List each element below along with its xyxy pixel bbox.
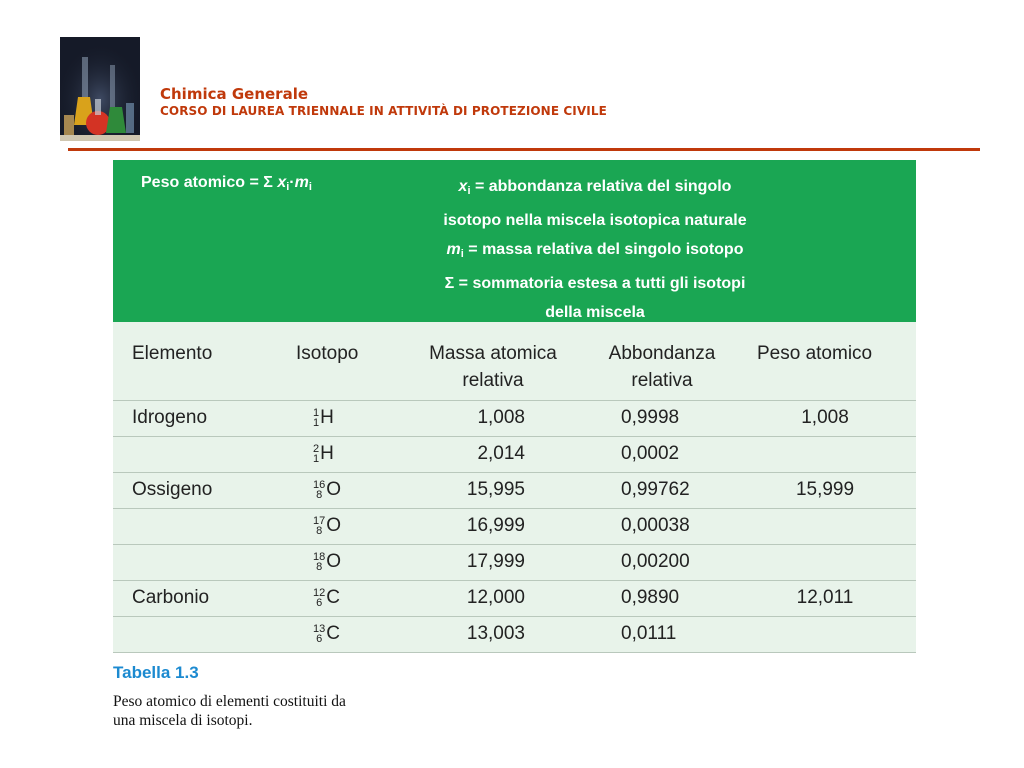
- table-row: [113, 580, 916, 617]
- cell-abundance: 0,0002: [621, 443, 680, 464]
- atomic-number: 6: [316, 633, 323, 645]
- cell-mass: 12,000: [466, 587, 525, 608]
- atomic-number: 8: [316, 561, 323, 573]
- formula-x: x: [277, 174, 287, 191]
- mass-number: 12: [313, 587, 326, 599]
- cell-mass: 15,995: [466, 479, 525, 500]
- legend-line-3: [435, 235, 755, 269]
- legend-var-m: m: [446, 241, 461, 258]
- header-massa-line1: Massa atomica: [429, 343, 557, 364]
- isotope-numbers: [313, 516, 325, 536]
- table-row: [113, 508, 916, 545]
- cell-weight: 12,011: [796, 587, 854, 608]
- isotope-numbers: [313, 444, 319, 464]
- legend-line-5: della miscela: [545, 304, 645, 321]
- table-caption-text: Peso atomico di elementi costituiti da una miscela di isotopi.: [113, 693, 346, 729]
- cell-isotope: [313, 551, 341, 573]
- legend-line-2: isotopo nella miscela isotopica naturale: [443, 212, 747, 229]
- header-isotopo: Isotopo: [296, 343, 359, 364]
- table-row: [113, 616, 916, 653]
- header-massa-line2: relativa: [462, 370, 524, 391]
- isotope-symbol: H: [320, 407, 334, 428]
- legend-var-x-sub: i: [467, 185, 471, 197]
- table-bottom-border: [113, 652, 916, 653]
- formula-box: [113, 160, 916, 322]
- mass-number: 17: [313, 515, 326, 527]
- isotope-symbol: C: [326, 587, 340, 608]
- mass-number: 1: [313, 407, 320, 419]
- isotope-symbol: O: [326, 515, 342, 536]
- cell-weight: 1,008: [801, 407, 849, 428]
- header-elemento: Elemento: [132, 343, 213, 364]
- table-row: [113, 400, 916, 437]
- isotope-numbers: [313, 552, 325, 572]
- table-caption-title: Tabella 1.3: [113, 663, 199, 682]
- chemistry-glassware-logo: [60, 37, 140, 141]
- isotope-table-card: [113, 160, 916, 652]
- legend-text-3: = massa relativa del singolo isotopo: [463, 241, 744, 258]
- cell-abundance: 0,9890: [621, 587, 680, 608]
- header-divider: [68, 148, 980, 151]
- legend-var-x: x: [458, 178, 468, 195]
- legend-line-1: [435, 172, 755, 206]
- cell-element: Idrogeno: [132, 407, 208, 428]
- isotope-numbers: [313, 480, 325, 500]
- cell-abundance: 0,0111: [621, 623, 677, 644]
- cell-weight: 15,999: [795, 479, 855, 500]
- formula-m: m: [294, 174, 309, 191]
- legend-line-4: Σ = sommatoria estesa a tutti gli isotopi: [444, 275, 746, 292]
- table-row: [113, 436, 916, 473]
- legend-text-1: = abbondanza relativa del singolo: [470, 178, 732, 195]
- header-peso-atomico: Peso atomico: [757, 343, 873, 364]
- cell-abundance: 0,9998: [621, 407, 680, 428]
- mass-number: 2: [313, 443, 320, 455]
- isotope-numbers: [313, 408, 319, 428]
- isotope-symbol: H: [320, 443, 334, 464]
- formula-legend: [435, 172, 755, 327]
- mass-number: 16: [313, 479, 326, 491]
- atomic-weight-formula: [141, 174, 312, 193]
- cell-element: Ossigeno: [132, 479, 213, 500]
- atomic-number: 8: [316, 525, 323, 537]
- table-row: [113, 544, 916, 581]
- header-abbondanza: [597, 340, 727, 394]
- formula-prefix: Peso atomico = Σ: [141, 174, 278, 191]
- cell-isotope: [313, 623, 340, 645]
- cell-mass: 2,014: [477, 443, 525, 464]
- cell-isotope: [313, 587, 340, 609]
- header-abbondanza-line1: Abbondanza: [608, 343, 716, 364]
- formula-x-sub: i: [286, 181, 290, 193]
- cell-isotope: [313, 407, 334, 429]
- isotope-numbers: [313, 588, 325, 608]
- formula-dot: ·: [289, 174, 295, 191]
- atomic-number: 8: [316, 489, 323, 501]
- cell-abundance: 0,00038: [621, 515, 690, 536]
- header-abbondanza-line2: relativa: [631, 370, 693, 391]
- atomic-number: 1: [313, 453, 320, 465]
- cell-element: Carbonio: [132, 587, 210, 608]
- formula-m-sub: i: [308, 181, 312, 193]
- mass-number: 13: [313, 623, 326, 635]
- legend-var-m-sub: i: [460, 248, 464, 260]
- isotope-symbol: C: [326, 623, 340, 644]
- mass-number: 18: [313, 551, 326, 563]
- cell-mass: 1,008: [477, 407, 525, 428]
- isotope-symbol: O: [326, 551, 342, 572]
- table-row: [113, 472, 916, 509]
- header-massa: [419, 340, 567, 394]
- cell-abundance: 0,00200: [621, 551, 690, 572]
- cell-isotope: [313, 515, 341, 537]
- course-title: Chimica Generale: [160, 85, 309, 103]
- atomic-number: 6: [316, 597, 323, 609]
- cell-isotope: [313, 479, 341, 501]
- cell-mass: 13,003: [466, 623, 525, 644]
- isotope-symbol: O: [326, 479, 342, 500]
- isotope-numbers: [313, 624, 325, 644]
- course-subtitle: CORSO DI LAUREA TRIENNALE IN ATTIVITÀ DI PROTEZIONE CIVILE: [160, 104, 607, 118]
- cell-mass: 17,999: [466, 551, 525, 572]
- cell-isotope: [313, 443, 334, 465]
- cell-mass: 16,999: [466, 515, 525, 536]
- atomic-number: 1: [313, 417, 320, 429]
- cell-abundance: 0,99762: [621, 479, 690, 500]
